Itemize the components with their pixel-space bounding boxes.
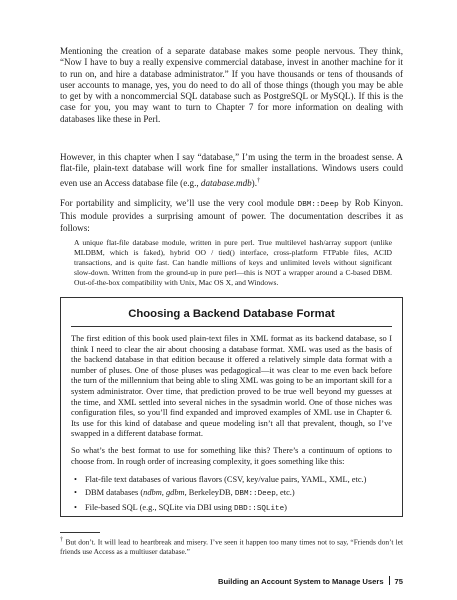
database-options-list [71, 473, 392, 517]
para3-text-b: by Rob Kinyon. This module provides a surprising amount of power. The documentation describes it as follows: [60, 198, 403, 233]
page-number: 75 [394, 577, 403, 586]
module-description-quote: A unique flat-file database module, written in pure perl. True multilevel hash/array support (unlike MLDBM, which is faked), hybrid OO / tied() interface, cross-platform FTPable files, ACID transactions, and is quite fast. Can handle millions of keys and unlimited levels without significant slow-down. Written from the ground-up in pure perl—this is NOT a wrapper around a C-based DBM. Out-of-the-box compatibility with Unix, Mac OS X, and Windows. [74, 238, 392, 287]
body-paragraph-2 [60, 152, 403, 189]
list-item: • DBM databases (ndbm, gdbm, BerkeleyDB, DBM::Deep, etc.) [74, 488, 295, 499]
sidebar-box [60, 297, 403, 517]
book-page [60, 0, 403, 600]
bullet-icon: • [74, 503, 77, 513]
body-paragraph-1: Mentioning the creation of a separate database makes some people nervous. They think, “Now I have to buy a really expensive commercial database, invest in another machine for it to run on, and hire a database administrator.” If you have thousands or tens of thousands of user accounts to manage, yes, you do need to do all of those things (though you may be able to get by with a noncommercial SQL database such as PostgreSQL or MySQL). If this is the case for you, you may want to turn to Chapter 7 for more information on dealing with databases like these in Perl. [60, 46, 403, 124]
sidebar-title: Choosing a Backend Database Format [128, 308, 335, 320]
bullet-icon: • [74, 488, 77, 498]
para3-text-a: For portability and simplicity, we’ll use the very cool module [60, 198, 298, 208]
para2-end: ). [251, 177, 257, 188]
footnote-marker: † [256, 176, 261, 184]
sidebar-paragraph-1: The first edition of this book used plain-text files in XML format as its backend database, so I think I need to clear the air about choosing a database format. XML was used as the basis of the backend database in that edition because it offered a relatively simple data format with a number of pluses. One of those pluses was pedagogical—it was clear to me even back before the turn of the millennium that being able to sling XML was going to be an important skill for a system administrator. Over time, that prediction proved to be true well beyond my guesses at the time, and XML settled into several niches in the sysadmin world. One of those niches was configuration files, so you’ll find expanded and improved examples of XML use in Chapter 6. Its use for this kind of database and queue modeling isn’t all that prevalent, though, so I’ve swapped in a different database format. [71, 334, 392, 439]
body-paragraph-3 [60, 198, 403, 234]
filename-database-mdb: database.mdb [200, 177, 252, 188]
footnote-text: But don’t. It will lead to heartbreak and misery. I’ve seen it happen too many times not to say, “Friends don’t let friends use Access as a multiuser database.” [60, 537, 404, 556]
list-item: • File-based SQL (e.g., SQLite via DBI using DBD::SQLite) [74, 503, 287, 514]
footnote-rule [60, 532, 100, 533]
footnote [60, 536, 403, 556]
sidebar-title-rule [71, 326, 392, 327]
page-footer [218, 576, 403, 586]
running-chapter-title: Building an Account System to Manage Users [218, 577, 384, 586]
para2-text: However, in this chapter when I say “database,” I’m using the term in the broadest sense. A flat-file, plain-text database will work fine for smaller installations. Windows users could even use an Access database file (e.g., [60, 152, 403, 188]
footer-separator [389, 576, 390, 585]
module-name-dbm-deep: DBM::Deep [297, 201, 339, 209]
footnote-dagger: † [60, 537, 64, 543]
sidebar-paragraph-2: So what’s the best format to use for something like this? There’s a continuum of options to choose from. In rough order of increasing complexity, it goes something like this: [71, 446, 392, 466]
bullet-icon: • [74, 475, 77, 484]
list-item: • Flat-file text databases of various flavors (CSV, key/value pairs, YAML, XML, etc.) [71, 473, 392, 486]
